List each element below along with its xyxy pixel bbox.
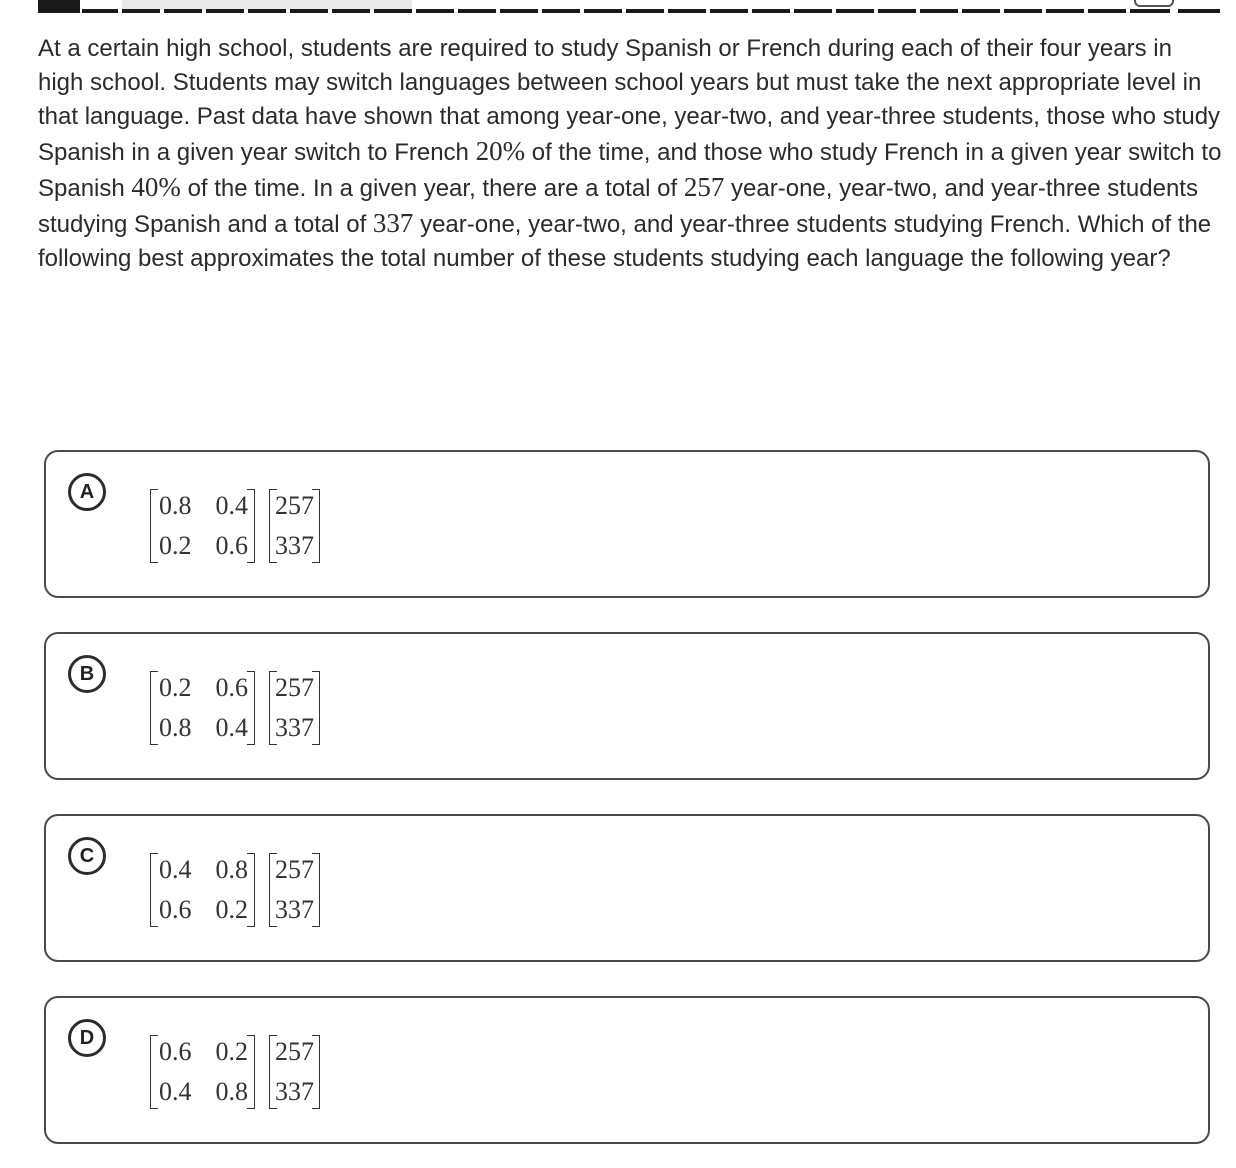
vector-cell: 257	[275, 673, 314, 702]
count-vector	[269, 1033, 320, 1111]
question-text-part: of the time. In a given year, there are a total of	[180, 175, 684, 202]
progress-segment[interactable]	[122, 9, 160, 13]
coefficient-matrix	[150, 487, 255, 565]
bookmark-marker[interactable]	[1134, 0, 1174, 7]
matrix-expression	[150, 669, 320, 747]
vector-cell: 337	[275, 895, 314, 924]
progress-segment[interactable]	[542, 9, 580, 13]
progress-segment[interactable]	[668, 9, 706, 13]
french-to-spanish-percent: 40%	[131, 172, 181, 202]
option-letter-badge: D	[68, 1019, 106, 1057]
progress-segment[interactable]	[1046, 9, 1084, 13]
matrix-cell: 0.8	[159, 713, 192, 742]
spanish-total: 257	[683, 172, 725, 202]
progress-segment[interactable]	[1088, 9, 1126, 13]
progress-segment[interactable]	[164, 9, 202, 13]
progress-segment[interactable]	[1178, 9, 1220, 13]
matrix-expression	[150, 851, 320, 929]
question-text-part: of the time, and those who study French in a given year switch to Spanish	[38, 139, 1222, 202]
matrix-cell: 0.2	[159, 531, 192, 560]
vector-cell: 257	[275, 855, 314, 884]
progress-segment[interactable]	[878, 9, 916, 13]
vector-cell: 337	[275, 531, 314, 560]
progress-segment[interactable]	[836, 9, 874, 13]
option-letter-badge: C	[68, 837, 106, 875]
answer-option-b[interactable]	[44, 632, 1210, 780]
answer-option-c[interactable]	[44, 814, 1210, 962]
coefficient-matrix	[150, 669, 255, 747]
french-total: 337	[372, 208, 414, 238]
progress-segment[interactable]	[584, 9, 622, 13]
matrix-cell: 0.6	[215, 531, 248, 560]
progress-segment[interactable]	[752, 9, 790, 13]
vector-cell: 257	[275, 491, 314, 520]
option-letter-badge: B	[68, 655, 106, 693]
count-vector	[269, 669, 320, 747]
vector-cell: 337	[275, 1077, 314, 1106]
matrix-cell: 0.6	[215, 673, 248, 702]
matrix-expression	[150, 1033, 320, 1111]
progress-segment[interactable]	[332, 9, 370, 13]
progress-segment[interactable]	[374, 9, 412, 13]
coefficient-matrix	[150, 851, 255, 929]
question-navigation-bar	[38, 0, 1220, 14]
progress-segment[interactable]	[290, 9, 328, 13]
progress-segment[interactable]	[416, 9, 454, 13]
matrix-cell: 0.2	[215, 895, 248, 924]
vector-cell: 337	[275, 713, 314, 742]
count-vector	[269, 851, 320, 929]
progress-segment[interactable]	[710, 9, 748, 13]
answer-option-a[interactable]	[44, 450, 1210, 598]
progress-segment[interactable]	[962, 9, 1000, 13]
vector-cell: 257	[275, 1037, 314, 1066]
progress-segment[interactable]	[626, 9, 664, 13]
matrix-cell: 0.4	[159, 1077, 192, 1106]
matrix-cell: 0.8	[215, 855, 248, 884]
spanish-to-french-percent: 20%	[475, 136, 526, 166]
progress-segment-current[interactable]	[38, 0, 80, 13]
count-vector	[269, 487, 320, 565]
progress-segment[interactable]	[794, 9, 832, 13]
coefficient-matrix	[150, 1033, 255, 1111]
progress-segment[interactable]	[248, 9, 286, 13]
progress-segment[interactable]	[1004, 9, 1042, 13]
matrix-cell: 0.6	[159, 895, 192, 924]
progress-segment[interactable]	[1130, 9, 1170, 13]
question-text	[38, 32, 1222, 276]
option-letter-badge: A	[68, 473, 106, 511]
question-text-part: year-one, year-two, and year-three students studying Spanish and a total of	[38, 175, 1198, 238]
matrix-expression	[150, 487, 320, 565]
matrix-cell: 0.4	[215, 713, 248, 742]
matrix-cell: 0.2	[215, 1037, 248, 1066]
progress-segment[interactable]	[458, 9, 496, 13]
matrix-cell: 0.2	[159, 673, 192, 702]
matrix-cell: 0.4	[215, 491, 248, 520]
progress-segment[interactable]	[920, 9, 958, 13]
matrix-cell: 0.8	[159, 491, 192, 520]
progress-segment[interactable]	[206, 9, 244, 13]
question-text-part: year-one, year-two, and year-three students studying French. Which of the following best approximates the total number of these students studying each language the following year?	[38, 211, 1212, 272]
matrix-cell: 0.6	[159, 1037, 192, 1066]
matrix-cell: 0.8	[215, 1077, 248, 1106]
question-text-part: At a certain high school, students are required to study Spanish or French during each of their four years in high school. Students may switch languages between school years but must take the next appropriate level in that language. Past data have shown that among year-one, year-two, and year-three students, those who study Spanish in a given year switch to French	[38, 35, 1221, 166]
matrix-cell: 0.4	[159, 855, 192, 884]
progress-segment[interactable]	[500, 9, 538, 13]
progress-segment[interactable]	[82, 9, 118, 13]
answer-option-d[interactable]	[44, 996, 1210, 1144]
